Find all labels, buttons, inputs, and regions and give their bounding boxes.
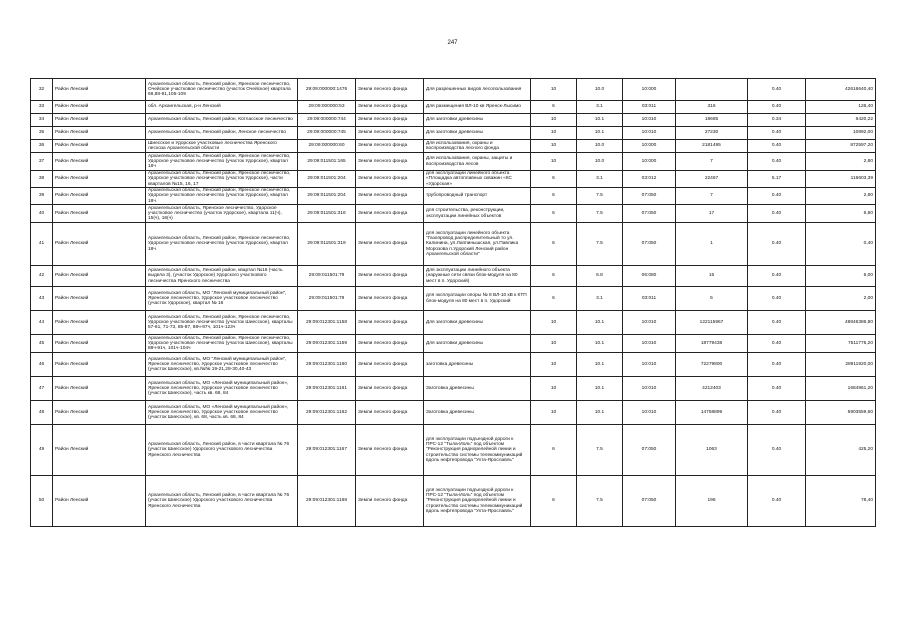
permitted-use: Для заготовки древесины [424, 127, 531, 140]
cadastral-number: 29:09:000000:60 [298, 140, 356, 153]
cadastral-value: 0,40 [806, 223, 876, 266]
cadastral-value: 2,00 [806, 287, 876, 311]
group-code: 6 [531, 171, 577, 188]
table-row [31, 287, 876, 311]
group-code: 6 [531, 476, 577, 527]
group-code: 10 [531, 335, 577, 353]
cadastral-value: 10892,00 [806, 127, 876, 140]
table-row [31, 377, 876, 401]
plot-area: 15 [676, 266, 748, 287]
plot-address: Архангельская область, Ленский район, Яренское лесничество, Удорское участковое лесничество (участок Удорское), квартал 18ч [146, 153, 298, 171]
use-code: 07:050 [623, 205, 676, 223]
table-row [31, 205, 876, 223]
use-code: 03:011 [623, 101, 676, 114]
land-category: Земли лесного фонда [356, 101, 424, 114]
district-name: Район Ленский [53, 353, 146, 377]
row-number: 35 [31, 127, 53, 140]
row-number: 46 [31, 353, 53, 377]
tax-rate: 0.40 [748, 101, 806, 114]
plot-address: Архангельская область, Ленский район, Котласское лесничество [146, 114, 298, 127]
subgroup-code: 7.5 [577, 205, 623, 223]
district-name: Район Ленский [53, 153, 146, 171]
use-code: 10:010 [623, 401, 676, 425]
table-row [31, 311, 876, 335]
plot-address: Архангельская область, Ленский район, Ленское лесничество [146, 127, 298, 140]
cadastral-number: 29:09:011501:79 [298, 287, 356, 311]
permitted-use: Для заготовки древесины [424, 335, 531, 353]
table-row [31, 127, 876, 140]
permitted-use: для эксплуатации подъездной дороги к ПРС-12 "Тыла-Иоль" под объектом "Реконструкция радиорелейной линии и строительство системы телекоммуникаций вдоль нефтепровода "Ухта-Ярославль" [424, 425, 531, 476]
plot-address: Шиесское и Удорское участковые лесничества Яренского лесхоза Архангельской области [146, 140, 298, 153]
table-row [31, 353, 876, 377]
permitted-use: Заготовка древесины [424, 377, 531, 401]
permitted-use: для эксплуатации линейного объекта «Площадка автоплавных скважин «КС «Удорская» [424, 171, 531, 188]
permitted-use: Заготовка древесины [424, 401, 531, 425]
group-code: 6 [531, 287, 577, 311]
district-name: Район Ленский [53, 377, 146, 401]
plot-address: Архангельская область, Ленский район, квартал №16 (часть выдела 3), (участок Удорское) Удорского участкового лесничества Яренского лесничества [146, 266, 298, 287]
plot-area: 122115967 [676, 311, 748, 335]
use-code: 10:000 [623, 79, 676, 101]
land-register-table [30, 78, 876, 527]
district-name: Район Ленский [53, 79, 146, 101]
cadastral-value: 28911920,00 [806, 353, 876, 377]
permitted-use: Для размещения ВЛ-10 кв Яренск-Лысимо [424, 101, 531, 114]
permitted-use: для эксплуатации опоры № 8 ВЛ-10 кВ к КТП блок-модуля на 80 мест в п. Удорский [424, 287, 531, 311]
row-number: 32 [31, 79, 53, 101]
use-code: 07:050 [623, 476, 676, 527]
table-row [31, 114, 876, 127]
table-row [31, 140, 876, 153]
district-name: Район Ленский [53, 205, 146, 223]
row-number: 45 [31, 335, 53, 353]
tax-rate: 0.40 [748, 377, 806, 401]
plot-area: 316 [676, 101, 748, 114]
subgroup-code: 3.1 [577, 171, 623, 188]
permitted-use: заготовка древесины [424, 353, 531, 377]
table-body [31, 79, 876, 527]
cadastral-number: 29:09:012301:1159 [298, 335, 356, 353]
cadastral-number: 29:09:011501:79 [298, 266, 356, 287]
cadastral-number: 29:09:011501:316 [298, 205, 356, 223]
cadastral-value: 48846386,80 [806, 311, 876, 335]
plot-area: 22467 [676, 171, 748, 188]
district-name: Район Ленский [53, 223, 146, 266]
table-row [31, 79, 876, 101]
table-row [31, 425, 876, 476]
use-code: 10:010 [623, 377, 676, 401]
subgroup-code: 10.1 [577, 335, 623, 353]
land-category: Земли лесного фонда [356, 476, 424, 527]
subgroup-code: 10.1 [577, 127, 623, 140]
tax-rate: 5.17 [748, 171, 806, 188]
subgroup-code: 10.1 [577, 401, 623, 425]
tax-rate: 0.40 [748, 335, 806, 353]
tax-rate: 0.40 [748, 425, 806, 476]
use-code: 03:011 [623, 287, 676, 311]
district-name: Район Ленский [53, 171, 146, 188]
group-code: 10 [531, 353, 577, 377]
district-name: Район Ленский [53, 425, 146, 476]
group-code: 10 [531, 140, 577, 153]
row-number: 33 [31, 101, 53, 114]
cadastral-value: 6,80 [806, 205, 876, 223]
subgroup-code: 10.0 [577, 153, 623, 171]
land-category: Земли лесного фонда [356, 353, 424, 377]
group-code: 10 [531, 79, 577, 101]
tax-rate: 0.40 [748, 188, 806, 205]
plot-area: 5 [676, 287, 748, 311]
group-code: 10 [531, 114, 577, 127]
row-number: 39 [31, 188, 53, 205]
subgroup-code: 7.5 [577, 476, 623, 527]
row-number: 36 [31, 140, 53, 153]
land-category: Земли лесного фонда [356, 223, 424, 266]
table-row [31, 476, 876, 527]
permitted-use: для строительства, реконструкции, эксплуатации линейных объектов [424, 205, 531, 223]
subgroup-code: 10.0 [577, 140, 623, 153]
group-code: 10 [531, 311, 577, 335]
land-category: Земли лесного фонда [356, 266, 424, 287]
cadastral-number: 29:09:000000:53 [298, 101, 356, 114]
land-category: Земли лесного фонда [356, 335, 424, 353]
subgroup-code: 10.0 [577, 79, 623, 101]
plot-area: 1 [676, 223, 748, 266]
subgroup-code: 7.5 [577, 188, 623, 205]
group-code: 10 [531, 401, 577, 425]
cadastral-value: 116603,39 [806, 171, 876, 188]
cadastral-number: 29:09:012301:1167 [298, 425, 356, 476]
plot-address: обл. Архангельская, р-н Ленский [146, 101, 298, 114]
row-number: 40 [31, 205, 53, 223]
land-category: Земли лесного фонда [356, 401, 424, 425]
use-code: 10:010 [623, 311, 676, 335]
cadastral-value: 6,00 [806, 266, 876, 287]
subgroup-code: 7.5 [577, 223, 623, 266]
district-name: Район Ленский [53, 401, 146, 425]
row-number: 49 [31, 425, 53, 476]
group-code: 6 [531, 266, 577, 287]
tax-rate: 0.40 [748, 287, 806, 311]
subgroup-code: 7.5 [577, 425, 623, 476]
permitted-use: Для использования, охраны, защиты и воспроизводства лесов [424, 153, 531, 171]
plot-address: Архангельская область, Ленский район, Яренское лесничество, Удорское участковое лесничество (участок Шиесское), кварталы 57-61, 71-73, 85-87, 88ч-97ч, 101ч-123ч [146, 311, 298, 335]
use-code: 03:012 [623, 171, 676, 188]
cadastral-number: 29:09:012301:1162 [298, 401, 356, 425]
table-row [31, 153, 876, 171]
permitted-use: Для разрешенных видов лесопользования [424, 79, 531, 101]
tax-rate: 0.34 [748, 114, 806, 127]
row-number: 48 [31, 401, 53, 425]
permitted-use: для эксплуатации подъездной дороги к ПРС-12 "Тыла-Иоль" под объектом "Реконструкция радиорелейной линии и строительство системы телекоммуникаций вдоль нефтепровода "Ухта-Ярославль" [424, 476, 531, 527]
district-name: Район Ленский [53, 335, 146, 353]
row-number: 50 [31, 476, 53, 527]
cadastral-value: 2,80 [806, 153, 876, 171]
cadastral-number: 29:09:000000:1476 [298, 79, 356, 101]
cadastral-number: 29:09:011501:165 [298, 153, 356, 171]
subgroup-code: 3.1 [577, 287, 623, 311]
cadastral-number: 29:09:012301:1158 [298, 311, 356, 335]
cadastral-number: 29:09:011501:204 [298, 171, 356, 188]
permitted-use: Для использования, охраны и воспроизводства лесного фонда [424, 140, 531, 153]
row-number: 41 [31, 223, 53, 266]
subgroup-code: 10.1 [577, 311, 623, 335]
plot-area: 1063 [676, 425, 748, 476]
permitted-use: Для заготовки древесины [424, 311, 531, 335]
plot-area: 18779438 [676, 335, 748, 353]
plot-address: Архангельская область, Ленский район, Яренское лесничество, Удорское участковое лесничество (участок Удорское), части кварталов №15, 16, 17 [146, 171, 298, 188]
district-name: Район Ленский [53, 287, 146, 311]
subgroup-code: 3.1 [577, 101, 623, 114]
table-row [31, 401, 876, 425]
plot-area: 7 [676, 188, 748, 205]
permitted-use: трубопроводный транспорт [424, 188, 531, 205]
table-row [31, 266, 876, 287]
tax-rate: 0.40 [748, 205, 806, 223]
group-code: 10 [531, 377, 577, 401]
land-category: Земли лесного фонда [356, 114, 424, 127]
land-category: Земли лесного фонда [356, 140, 424, 153]
plot-address: Архангельская область, Ленский район, Яренское лесничество, Удорское участковое лесничество (участок Удорское), квартал 18ч [146, 188, 298, 205]
row-number: 37 [31, 153, 53, 171]
plot-address: Архангельская область, Ленский район, Яренское лесничество, Удорское участковое лесничество (участок Шиесское), кварталы 88ч-91ч, 101ч-104ч [146, 335, 298, 353]
cadastral-value: 6420,22 [806, 114, 876, 127]
district-name: Район Ленский [53, 266, 146, 287]
tax-rate: 0.40 [748, 401, 806, 425]
cadastral-number: 29:09:012301:1168 [298, 476, 356, 527]
tax-rate: 0.40 [748, 353, 806, 377]
table-row [31, 171, 876, 188]
district-name: Район Ленский [53, 114, 146, 127]
tax-rate: 0.40 [748, 153, 806, 171]
plot-address: Архангельская область, МО «Ленский муниципальный район», Яренское лесничество, Удорское участковое лесничество (участок Шиесское), часть кв. 68, 84 [146, 377, 298, 401]
use-code: 10:010 [623, 127, 676, 140]
plot-area: 2181495 [676, 140, 748, 153]
plot-area: 7 [676, 153, 748, 171]
table-row [31, 188, 876, 205]
tax-rate: 0.40 [748, 223, 806, 266]
district-name: Район Ленский [53, 476, 146, 527]
land-category: Земли лесного фонда [356, 188, 424, 205]
plot-area: 27230 [676, 127, 748, 140]
tax-rate: 0.40 [748, 476, 806, 527]
table-row [31, 223, 876, 266]
group-code: 6 [531, 223, 577, 266]
plot-area: 17 [676, 205, 748, 223]
plot-area [676, 79, 748, 101]
plot-address: Архангельская область, МО «Ленский муниципальный район», Яренское лесничество, Удорское участковое лесничество (участок Шиесское), кв. 68, часть кв. 68, 84 [146, 401, 298, 425]
cadastral-value: 42616640,40 [806, 79, 876, 101]
row-number: 42 [31, 266, 53, 287]
plot-address: Архангельская область, Ленский район, Яренское лесничество, Очейское участковое лесничество (участок Очейское) квартала 68,88-91,105-109 [146, 79, 298, 101]
land-category: Земли лесного фонда [356, 79, 424, 101]
district-name: Район Ленский [53, 188, 146, 205]
land-category: Земли лесного фонда [356, 171, 424, 188]
group-code: 6 [531, 188, 577, 205]
use-code: 10:000 [623, 140, 676, 153]
district-name: Район Ленский [53, 311, 146, 335]
land-category: Земли лесного фонда [356, 377, 424, 401]
table-row [31, 335, 876, 353]
district-name: Район Ленский [53, 101, 146, 114]
plot-address: Архангельская область, МО "Ленский муниципальный район", Яренское лесничество, Удорское участковое лесничество (участок Удорское), квартал № 16 [146, 287, 298, 311]
subgroup-code: 6.8 [577, 266, 623, 287]
district-name: Район Ленский [53, 127, 146, 140]
cadastral-value: 126,40 [806, 101, 876, 114]
cadastral-number: 29:09:011501:319 [298, 223, 356, 266]
cadastral-value: 78,40 [806, 476, 876, 527]
cadastral-value: 5903559,60 [806, 401, 876, 425]
use-code: 06:080 [623, 266, 676, 287]
tax-rate: 0.40 [748, 140, 806, 153]
plot-area: 18685 [676, 114, 748, 127]
land-category: Земли лесного фонда [356, 287, 424, 311]
plot-address: Архангельская область, Ленский район, в части квартала № 76 (участок Шиесское) Удорского участкового лесничества Яренского лесничества [146, 425, 298, 476]
use-code: 07:050 [623, 223, 676, 266]
group-code: 10 [531, 127, 577, 140]
use-code: 07:050 [623, 188, 676, 205]
permitted-use: для эксплуатации линейного объекта "Газопровод распределительный то ул. Калинина, ул.Лаппинышская, ул.Павлика Морозова п.Удорский Ленский район Архангельской области" [424, 223, 531, 266]
plot-area: 14758899 [676, 401, 748, 425]
use-code: 10:010 [623, 114, 676, 127]
row-number: 34 [31, 114, 53, 127]
group-code: 6 [531, 205, 577, 223]
land-category: Земли лесного фонда [356, 153, 424, 171]
tax-rate: 0.40 [748, 127, 806, 140]
cadastral-value: 1684961,20 [806, 377, 876, 401]
cadastral-value: 7511775,20 [806, 335, 876, 353]
plot-address: Архангельская область, Ленский район, Яренское лесничество, Удорское участковое лесничество (участок Удорское), квартал 18ч [146, 223, 298, 266]
group-code: 10 [531, 153, 577, 171]
row-number: 38 [31, 171, 53, 188]
permitted-use: Для заготовки древесины [424, 114, 531, 127]
tax-rate: 0.40 [748, 266, 806, 287]
group-code: 6 [531, 101, 577, 114]
land-category: Земли лесного фонда [356, 205, 424, 223]
plot-area: 196 [676, 476, 748, 527]
row-number: 47 [31, 377, 53, 401]
cadastral-number: 29:09:000000:744 [298, 114, 356, 127]
land-category: Земли лесного фонда [356, 311, 424, 335]
cadastral-number: 29:09:000000:745 [298, 127, 356, 140]
row-number: 44 [31, 311, 53, 335]
cadastral-value: 2,80 [806, 188, 876, 205]
district-name: Район Ленский [53, 140, 146, 153]
tax-rate: 0.40 [748, 311, 806, 335]
group-code: 6 [531, 425, 577, 476]
plot-address: Архангельская область, Ленский район, в части квартала № 76 (участок Шиесское) Удорского участкового лесничества Яренского лесничества [146, 476, 298, 527]
cadastral-number: 29:09:012301:1160 [298, 353, 356, 377]
use-code: 10:000 [623, 153, 676, 171]
subgroup-code: 10.1 [577, 353, 623, 377]
tax-rate: 0.40 [748, 79, 806, 101]
use-code: 07:050 [623, 425, 676, 476]
use-code: 10:010 [623, 353, 676, 377]
cadastral-number: 29:09:012301:1161 [298, 377, 356, 401]
cadastral-value: 872597,20 [806, 140, 876, 153]
row-number: 43 [31, 287, 53, 311]
page-number: 247 [447, 40, 458, 46]
use-code: 10:010 [623, 335, 676, 353]
permitted-use: Для эксплуатации линейного объекта (наружные сети связи блок-модуля на 80 мест в п. Удорский) [424, 266, 531, 287]
table-row [31, 101, 876, 114]
plot-area: 72279800 [676, 353, 748, 377]
land-category: Земли лесного фонда [356, 127, 424, 140]
cadastral-value: 425,20 [806, 425, 876, 476]
land-category: Земли лесного фонда [356, 425, 424, 476]
subgroup-code: 10.1 [577, 377, 623, 401]
plot-address: Архангельская область, Яренское лесничество, Удорское участковое лесничество (участок Удорское), квартала 11(ч), 15(ч), 16(ч) [146, 205, 298, 223]
plot-address: Архангельская область, МО "Ленский муниципальный район", Яренское лесничество, Удорское участковое лесничество (участок Шиесское), кв.№№ 19-21,28-30,40-43 [146, 353, 298, 377]
plot-area: 4212403 [676, 377, 748, 401]
cadastral-number: 29:09:011501:204 [298, 188, 356, 205]
subgroup-code: 10.1 [577, 114, 623, 127]
